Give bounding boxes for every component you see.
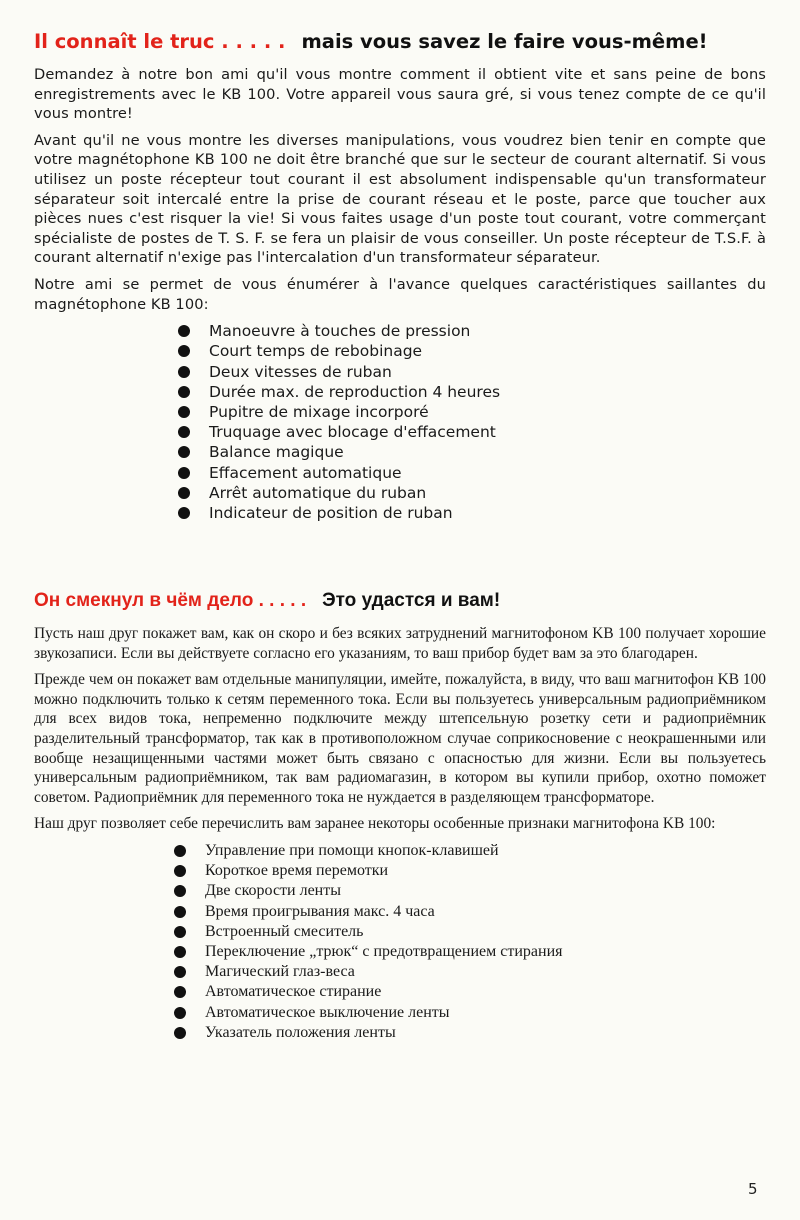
feature-text: Truquage avec blocage d'effacement [209, 423, 496, 442]
list-item [176, 503, 766, 523]
bullet-icon [178, 507, 190, 519]
page-number: 5 [748, 1180, 758, 1198]
feature-text: Manoeuvre à touches de pression [209, 322, 471, 341]
list-item [172, 841, 766, 861]
feature-text: Indicateur de position de ruban [209, 503, 453, 522]
russian-heading-black: Это удастся и вам! [322, 590, 501, 611]
feature-text: Переключение „трюк“ с предотвращением стирания [205, 942, 563, 960]
bullet-icon [178, 366, 190, 378]
bullet-icon [178, 406, 190, 418]
french-section [34, 30, 766, 523]
bullet-icon [174, 865, 186, 877]
bullet-icon [174, 1007, 186, 1019]
bullet-icon [174, 885, 186, 897]
list-item [176, 463, 766, 483]
russian-paragraph-3: Наш друг позволяет себе перечислить вам заранее некоторы особенные признаки магнитофона KB 100: [34, 815, 716, 833]
list-item [172, 861, 766, 881]
list-item [176, 321, 766, 341]
feature-text: Pupitre de mixage incorporé [209, 402, 429, 421]
feature-text: Указатель положения ленты [205, 1023, 396, 1041]
list-item [172, 902, 766, 922]
list-item [176, 402, 766, 422]
feature-text: Время проигрывания макс. 4 часа [205, 902, 435, 920]
list-item [172, 982, 766, 1002]
bullet-icon [174, 946, 186, 958]
list-item [172, 922, 766, 942]
russian-heading [34, 590, 766, 612]
french-heading-black: mais vous savez le faire vous-même! [301, 30, 708, 53]
french-feature-list [176, 321, 766, 523]
feature-text: Короткое время перемотки [205, 862, 389, 880]
bullet-icon [178, 446, 190, 458]
bullet-icon [178, 426, 190, 438]
french-heading [34, 30, 766, 53]
list-item [172, 962, 766, 982]
bullet-icon [174, 906, 186, 918]
bullet-icon [174, 966, 186, 978]
list-item [176, 382, 766, 402]
list-item [172, 1023, 766, 1043]
bullet-icon [178, 345, 190, 357]
bullet-icon [174, 1027, 186, 1039]
list-item [176, 483, 766, 503]
list-item [172, 1003, 766, 1023]
list-item [172, 942, 766, 962]
list-item [176, 341, 766, 361]
russian-paragraph-2: Прежде чем он покажет вам отдельные манипуляции, имейте, пожалуйста, в виду, что ваш магнитофон KB 100 можно подключить только к сетям переменного тока. Если вы пользуетесь универсальным радиоприёмником для всех видов тока, непременно подключите между штепсельную розетку сети и радиоприёмник разделительный трансформатор, так как в противоположном случае соприкосновение с неокрашенными или вообще незащищенными частями может быть связано с опасностью для жизни. Если вы пользуетесь универсальным радиоприёмником, так вам радиомагазин, в котором вы купили прибор, охотно поможет советом. Радиоприёмник для переменного тока не нуждается в разделяющем трансформаторе. [34, 671, 766, 806]
bullet-icon [174, 926, 186, 938]
feature-text: Две скорости ленты [205, 882, 341, 900]
french-heading-red: Il connaît le truc . . . . . [34, 30, 286, 53]
bullet-icon [178, 467, 190, 479]
feature-text: Магический глаз-веса [205, 963, 355, 981]
french-paragraph-3: Notre ami se permet de vous énumérer à l'avance quelques caractéristiques saillantes du magnétophone KB 100: [34, 275, 766, 313]
feature-text: Управление при помощи кнопок-клавишей [205, 841, 499, 859]
list-item [176, 442, 766, 462]
feature-text: Arrêt automatique du ruban [209, 483, 427, 502]
russian-section [34, 590, 766, 1043]
bullet-icon [178, 325, 190, 337]
feature-text: Durée max. de reproduction 4 heures [209, 382, 501, 401]
feature-text: Встроенный смеситель [205, 922, 364, 940]
bullet-icon [174, 986, 186, 998]
bullet-icon [178, 386, 190, 398]
french-paragraph-1: Demandez à notre bon ami qu'il vous montre comment il obtient vite et sans peine de bons enregistrements avec le KB 100. Votre appareil vous saura gré, si vous tenez compte de ce qu'il vous montre! [34, 66, 766, 123]
feature-text: Court temps de rebobinage [209, 342, 423, 361]
list-item [176, 362, 766, 382]
feature-text: Effacement automatique [209, 463, 402, 482]
french-paragraph-2: Avant qu'il ne vous montre les diverses manipulations, vous voudrez bien tenir en compte que votre magnétophone KB 100 ne doit être branché que sur le secteur de courant alternatif. Si vous utilisez un poste récepteur tout courant il est absolument indispensable qu'un transformateur séparateur soit intercalé entre la prise de courant réseau et le poste, parce que toucher aux pièces nues c'est risquer la vie! Si vous faites usage d'un poste tout courant, votre commerçant spécialiste de postes de T. S. F. se fera un plaisir de vous conseiller. Un poste récepteur de T.S.F. à courant alternatif n'exige pas l'intercalation d'un transformateur séparateur. [34, 131, 766, 267]
list-item [172, 881, 766, 901]
feature-text: Balance magique [209, 443, 344, 462]
russian-paragraph-1: Пусть наш друг покажет вам, как он скоро и без всяких затруднений магнитофоном KB 100 получает хорошие звукозаписи. Если вы действуете согласно его указаниям, то ваш прибор будет вам за это благодарен. [34, 625, 766, 662]
list-item [176, 422, 766, 442]
bullet-icon [178, 487, 190, 499]
feature-text: Автоматическое выключение ленты [205, 1003, 450, 1021]
russian-heading-red: Он смекнул в чём дело . . . . . [34, 590, 307, 611]
bullet-icon [174, 845, 186, 857]
feature-text: Автоматическое стирание [205, 983, 382, 1001]
feature-text: Deux vitesses de ruban [209, 362, 392, 381]
russian-feature-list [172, 841, 766, 1043]
